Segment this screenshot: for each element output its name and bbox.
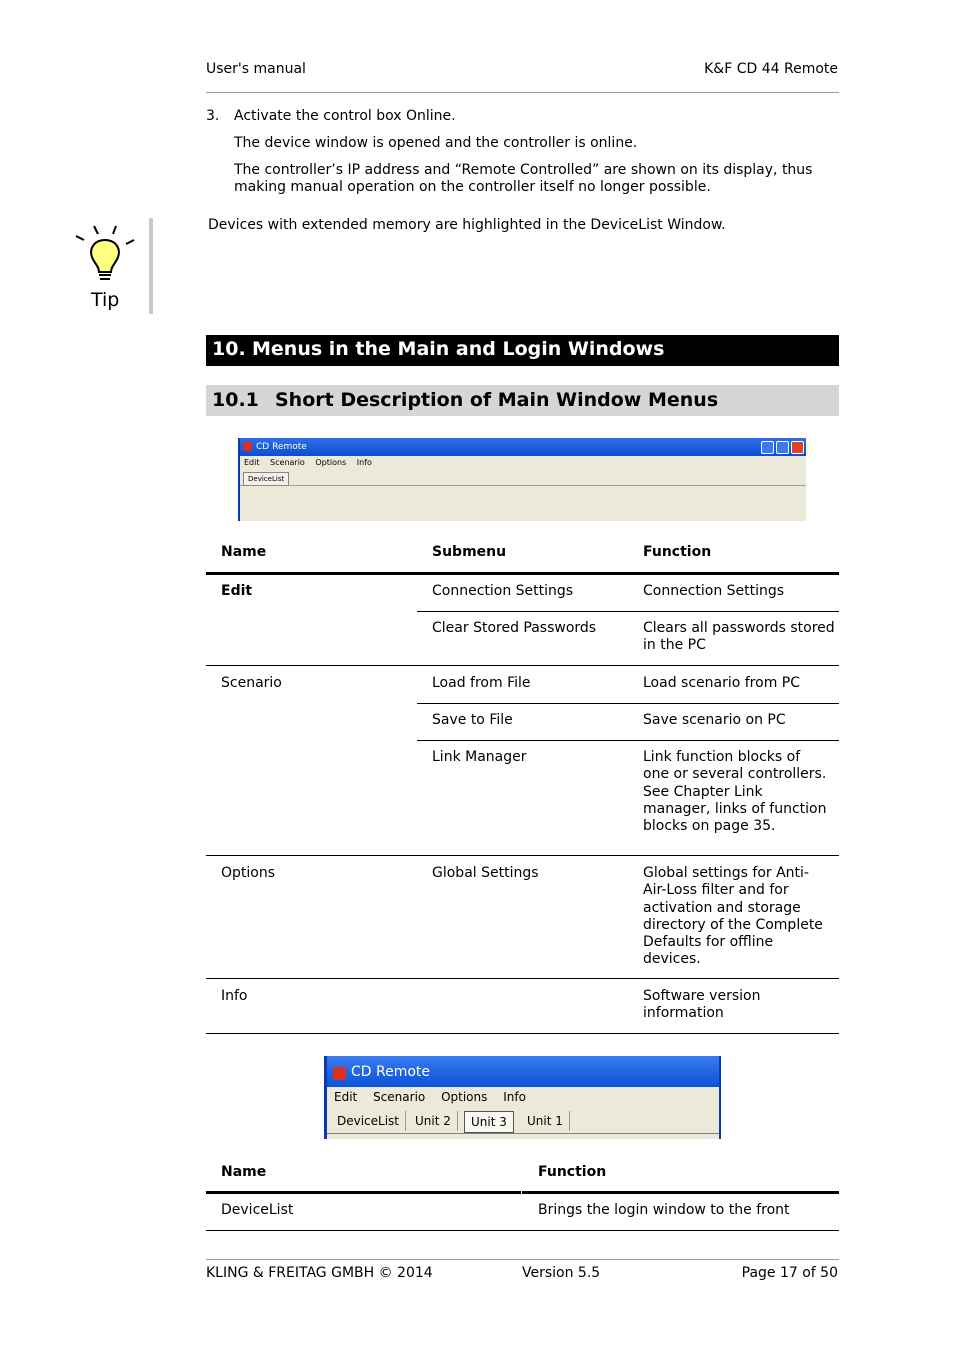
- table-cell-function: [643, 675, 800, 692]
- function-line: Connection Settings: [643, 583, 785, 599]
- header-rule: [206, 92, 839, 93]
- menu-info[interactable]: Info: [356, 458, 372, 467]
- function-line: Load scenario from PC: [643, 675, 801, 691]
- table-cell-name: Options: [221, 865, 276, 881]
- app-icon: [333, 1067, 346, 1080]
- function-line: one or several controllers.: [643, 766, 827, 783]
- header-right: K&F CD 44 Remote: [704, 61, 838, 77]
- section-heading: [206, 335, 839, 366]
- function-line: manager, links of function: [643, 800, 827, 817]
- menu-bar: [240, 456, 806, 469]
- minimize-icon[interactable]: [761, 441, 774, 454]
- footer-center: Version 5.5: [522, 1265, 601, 1281]
- step-paragraph-1: The device window is opened and the controller is online.: [234, 135, 638, 151]
- table-row-rule: [206, 855, 839, 856]
- function-line: directory of the Complete: [643, 916, 823, 933]
- table-cell-submenu: Save to File: [432, 712, 513, 728]
- table1-header-function: Function: [643, 544, 712, 560]
- window-title: CD Remote: [351, 1064, 431, 1080]
- close-icon[interactable]: [791, 441, 804, 454]
- main-window-screenshot: [238, 438, 806, 521]
- table-row-rule: [417, 611, 839, 612]
- table2-header-function: Function: [538, 1164, 607, 1180]
- footer-rule: [206, 1259, 839, 1260]
- tip-label: Tip: [91, 289, 120, 311]
- tab-devicelist[interactable]: DeviceList: [243, 472, 289, 486]
- table2-header-rule: [206, 1191, 839, 1194]
- maximize-icon[interactable]: [776, 441, 789, 454]
- function-line: in the PC: [643, 637, 706, 654]
- menu-edit[interactable]: Edit: [334, 1090, 358, 1104]
- function-line: Defaults for offline: [643, 934, 774, 951]
- tip-bar: [149, 218, 153, 314]
- menu-info[interactable]: Info: [503, 1090, 526, 1104]
- table-row-rule: [417, 740, 839, 741]
- table-cell-function: [643, 712, 786, 729]
- table-cell-name: DeviceList: [221, 1202, 294, 1218]
- menu-edit[interactable]: Edit: [244, 458, 260, 467]
- function-line: Clears all passwords stored: [643, 620, 835, 636]
- table-cell-submenu: Load from File: [432, 675, 531, 691]
- function-line: Software version: [643, 988, 761, 1004]
- login-window-screenshot: [324, 1056, 721, 1139]
- table-row-rule: [206, 665, 839, 666]
- table-cell-function: [643, 583, 784, 600]
- table-cell-name: Info: [221, 988, 248, 1004]
- table-row-rule: [417, 703, 839, 704]
- table-cell-submenu: Global Settings: [432, 865, 539, 881]
- function-line: Global settings for Anti-: [643, 865, 809, 881]
- tab-devicelist[interactable]: DeviceList: [331, 1111, 406, 1131]
- section-title: Menus in the Main and Login Windows: [252, 338, 665, 360]
- column-gap: [521, 1191, 522, 1194]
- table-cell-submenu: Link Manager: [432, 749, 527, 765]
- table-cell-submenu: Connection Settings: [432, 583, 574, 599]
- step-paragraph-2-line-1: The controller’s IP address and “Remote Controlled” are shown on its display, thus: [234, 162, 813, 178]
- tab-unit-1[interactable]: Unit 1: [521, 1111, 570, 1131]
- step-paragraph-2-line-2: making manual operation on the controller itself no longer possible.: [234, 179, 711, 195]
- header-left: User's manual: [206, 61, 306, 77]
- table-cell-function: [643, 620, 835, 655]
- table1-header-submenu: Submenu: [432, 544, 507, 560]
- tab-bar: [327, 1108, 719, 1134]
- window-title-bar: [240, 438, 806, 456]
- footer-left: KLING & FREITAG GMBH © 2014: [206, 1265, 433, 1281]
- table-row-rule: [206, 978, 839, 979]
- step-text: Activate the control box Online.: [234, 108, 456, 124]
- menu-scenario[interactable]: Scenario: [373, 1090, 426, 1104]
- table-cell-name: Edit: [221, 583, 253, 599]
- table-cell-name: Scenario: [221, 675, 282, 691]
- menu-bar: [327, 1087, 719, 1108]
- function-line: Air-Loss filter and for: [643, 882, 789, 899]
- function-line: Save scenario on PC: [643, 712, 786, 728]
- function-line: information: [643, 1005, 724, 1022]
- lightbulb-icon: [72, 222, 138, 286]
- subsection-number: 10.1: [212, 389, 259, 411]
- table-cell-function: Brings the login window to the front: [538, 1202, 790, 1218]
- tab-unit-2[interactable]: Unit 2: [409, 1111, 458, 1131]
- footer-right: Page 17 of 50: [741, 1265, 838, 1281]
- table1-header-name: Name: [221, 544, 267, 560]
- menu-scenario[interactable]: Scenario: [270, 458, 305, 467]
- function-line: activation and storage: [643, 899, 801, 916]
- tab-unit-3[interactable]: Unit 3: [464, 1111, 514, 1133]
- table-row-rule: [206, 1230, 839, 1231]
- function-line: See Chapter Link: [643, 783, 763, 800]
- table-cell-function: [643, 749, 826, 835]
- function-line: blocks on page 35.: [643, 818, 776, 835]
- table-cell-function: [643, 865, 823, 969]
- window-title-bar: [327, 1056, 719, 1087]
- subsection-heading: [206, 385, 839, 416]
- subsection-title: Short Description of Main Window Menus: [275, 389, 719, 411]
- app-icon: [243, 442, 252, 451]
- menu-options[interactable]: Options: [441, 1090, 488, 1104]
- table1-header-rule: [206, 572, 839, 575]
- function-line: Link function blocks of: [643, 749, 801, 765]
- table2-header-name: Name: [221, 1164, 267, 1180]
- table-cell-function: [643, 988, 760, 1023]
- step-number: 3.: [206, 108, 220, 124]
- table-row-rule: [206, 1033, 839, 1034]
- tab-bar: [240, 469, 806, 486]
- window-title: CD Remote: [256, 442, 307, 452]
- menu-options[interactable]: Options: [315, 458, 347, 467]
- function-line: devices.: [643, 951, 701, 968]
- tip-text: Devices with extended memory are highlighted in the DeviceList Window.: [208, 217, 726, 233]
- section-number: 10.: [212, 338, 246, 360]
- table-cell-submenu: Clear Stored Passwords: [432, 620, 597, 636]
